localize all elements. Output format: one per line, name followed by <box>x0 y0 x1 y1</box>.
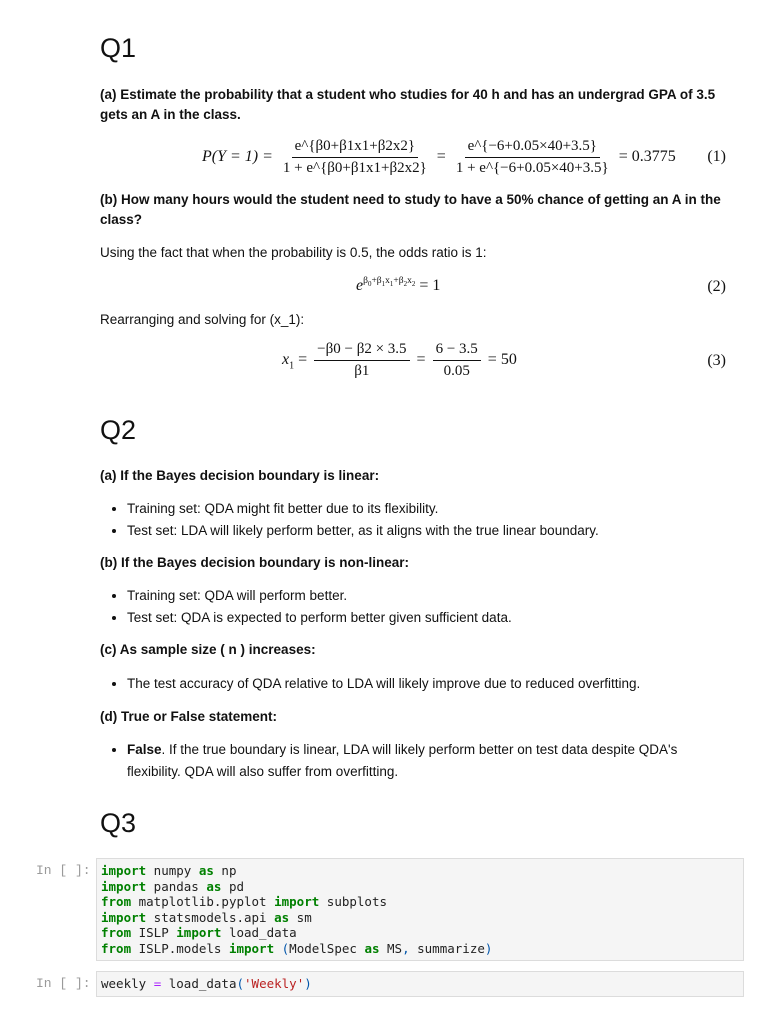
q2d-list <box>100 739 727 782</box>
code-editor[interactable]: import numpy as np import pandas as pd from matplotlib.pyplot import subplots import statsmodels.api as sm from ISLP import load_data from ISLP.models import (ModelSpec as MS, summarize) <box>96 858 744 961</box>
q1-heading: Q1 <box>100 33 137 63</box>
list-item: • Test set: QDA is expected to perform better given sufficient data. <box>127 607 727 629</box>
list-item: • Training set: QDA will perform better. <box>127 585 727 607</box>
rearrange-text: Rearranging and solving for (x_1): <box>100 312 305 327</box>
q2-heading: Q2 <box>100 415 137 445</box>
eq3-den2: 0.05 <box>443 363 470 379</box>
list-item <box>127 739 727 782</box>
equation-2: $e^{\beta_0+\beta_1x_1+\beta_2x_2} = 1$ (2) <box>356 276 726 295</box>
equation-3: $x_1$ = $\frac{-\beta 0 - \beta 2 \times 3.5}{\beta 1}$ = $\frac{6 - 3.5}{0.05}$ = 50 (3) <box>282 341 726 379</box>
q1a-label: (a) Estimate the probability that a student who studies for 40 h and has an undergrad GPA of 3.5 gets an A in the class. <box>100 87 716 122</box>
equation-1: P(Y = 1) = $\frac{e\^{}\{\beta 0+\beta 1x1+\beta 2x2\}}{1 + e\^{}\{\beta 0+\beta 1x1+\beta 2x2\}}$ = $\frac{e\^{}\{-6+0.05\times 40+3.5\}}{1 + e\^{}\{-6+0.05\times 40+3.5\}}$ = 0.3775 (1) <box>202 138 726 176</box>
eq3-number: (3) <box>707 352 726 369</box>
q2a-list <box>100 498 727 541</box>
q2d-text: . If the true boundary is linear, LDA will likely perform better on test data despite QDA's flexibility. QDA will also suffer from overfitting. <box>127 742 678 779</box>
eq2-rhs: = 1 <box>419 277 441 294</box>
eq3-den1: β1 <box>354 363 370 379</box>
eq1-den1: 1 + e^{β0+β1x1+β2x2} <box>282 160 427 176</box>
list-item: • The test accuracy of QDA relative to LDA will likely improve due to reduced overfitting. <box>127 673 727 695</box>
q3-heading: Q3 <box>100 808 137 838</box>
eq1-lhs: P(Y = 1) = <box>202 148 273 166</box>
q2c-label: (c) As sample size ( n ) increases: <box>100 642 316 657</box>
eq3-num1: −β0 − β2 × 3.5 <box>314 341 409 361</box>
q2a-label: (a) If the Bayes decision boundary is linear: <box>100 468 380 483</box>
eq2-number: (2) <box>707 278 726 295</box>
list-item: • Training set: QDA might fit better due to its flexibility. <box>127 498 727 520</box>
cell-prompt: In [ ]: <box>36 976 91 991</box>
eq1-num2: e^{−6+0.05×40+3.5} <box>465 138 600 158</box>
eq3-num2: 6 − 3.5 <box>433 341 481 361</box>
cell-prompt: In [ ]: <box>36 863 91 878</box>
eq1-den2: 1 + e^{−6+0.05×40+3.5} <box>455 160 609 176</box>
code-editor[interactable]: weekly = load_data('Weekly') <box>96 971 744 997</box>
eq1-num1: e^{β0+β1x1+β2x2} <box>292 138 418 158</box>
q1b-label: (b) How many hours would the student need to study to have a 50% chance of getting an A in the class? <box>100 192 721 227</box>
q1b-text: Using the fact that when the probability is 0.5, the odds ratio is 1: <box>100 245 487 260</box>
eq3-result: = 50 <box>487 351 517 369</box>
q2c-list <box>100 673 727 695</box>
q2b-label: (b) If the Bayes decision boundary is non-linear: <box>100 555 410 570</box>
eq1-result: = 0.3775 <box>618 148 676 166</box>
q2d-label: (d) True or False statement: <box>100 709 278 724</box>
false-keyword: False <box>127 742 162 757</box>
list-item: • Test set: LDA will likely perform better, as it aligns with the true linear boundary. <box>127 520 727 542</box>
eq1-number: (1) <box>707 148 726 165</box>
q2b-list <box>100 585 727 628</box>
